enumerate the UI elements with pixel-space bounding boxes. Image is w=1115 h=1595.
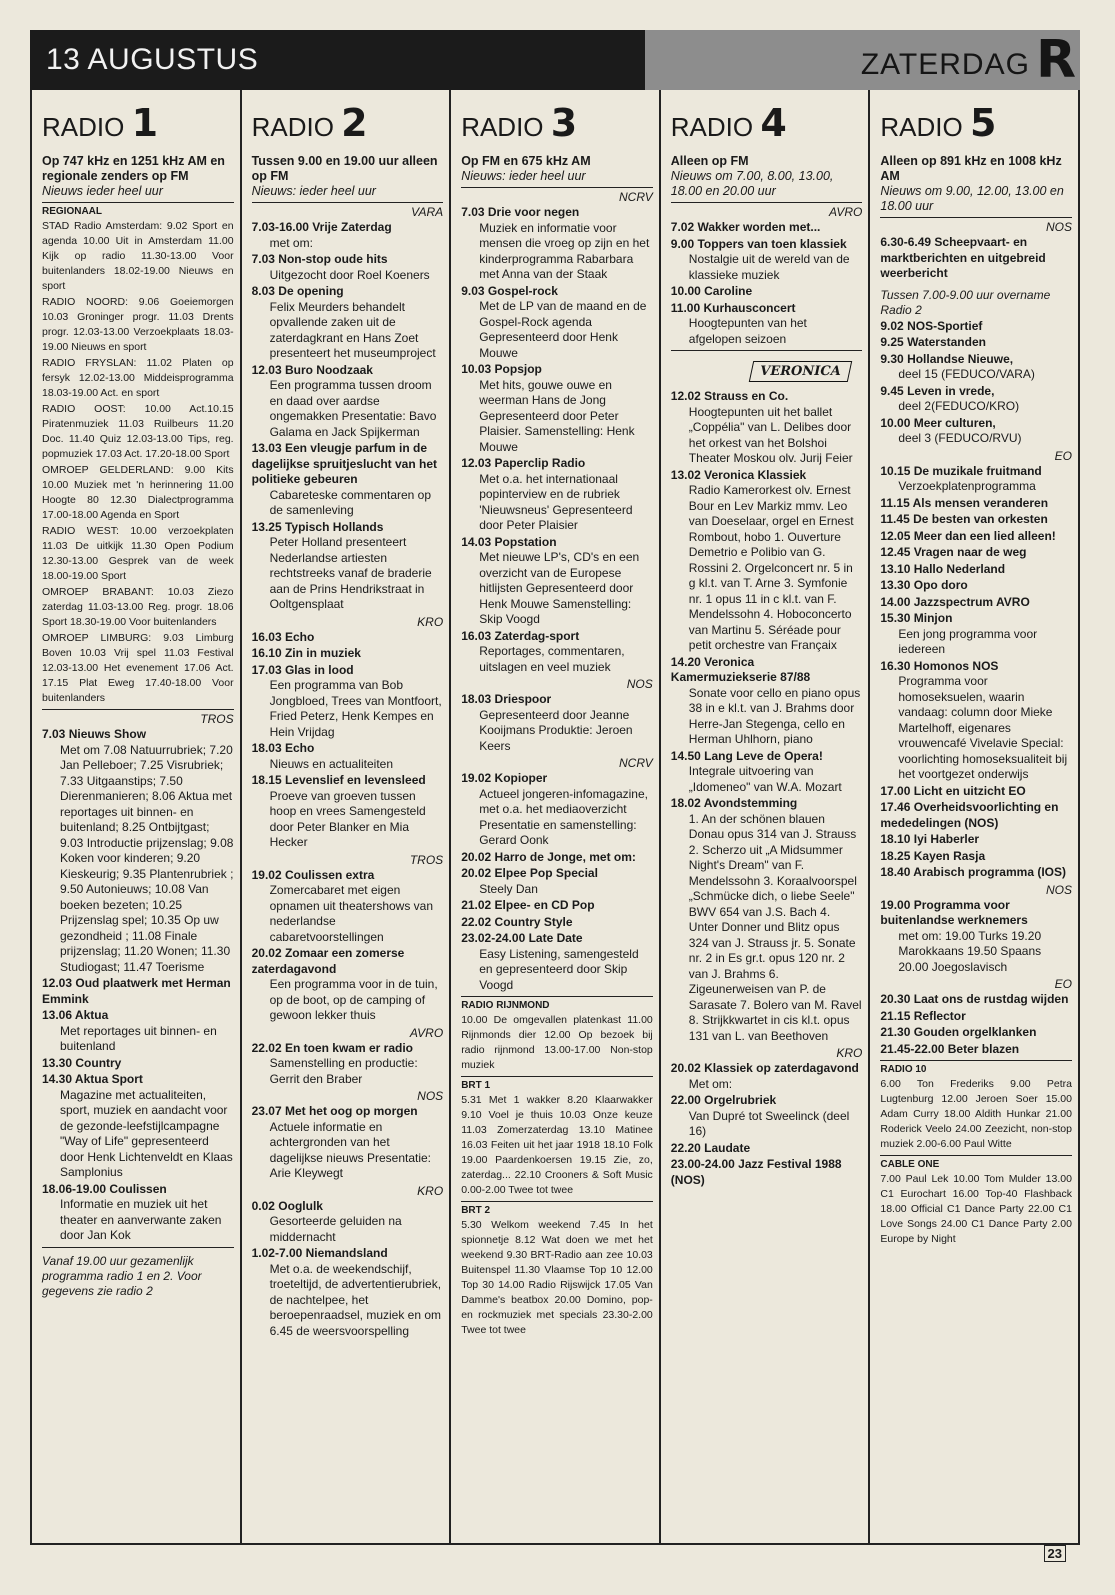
program-item <box>252 663 444 741</box>
section-heading: BRT 2 <box>461 1205 491 1216</box>
divider <box>252 202 444 203</box>
program-description: Gepresenteerd door Jeanne Kooijmans Produktie: Jeroen Keers <box>479 707 633 753</box>
program-title: 18.25 Kayen Rasja <box>880 848 986 863</box>
program-item <box>880 512 1072 528</box>
program-description: Programma voor homoseksuelen, waarin vandaag: column door Mieke Martelhoff, eigenares vrouwencafé Vivelavie Special: voorlichting homoseksualiteit bij het voortgezet onderwijs <box>898 674 1068 781</box>
program-description: Met nieuwe LP's, CD's en een overzicht van de Europese hitlijsten Gepresenteerd door Henk Mouwe Samenstelling: Skip Voogd <box>479 550 640 626</box>
program-description: Muziek en informatie voor mensen die vroeg op zijn en het kinderprogramma Rabarbara met Anna van der Staak <box>479 220 650 281</box>
divider <box>42 202 234 203</box>
program-title: 9.00 Toppers van toen klassiek <box>670 236 847 251</box>
program-title: 10.03 Popsjop <box>461 362 542 376</box>
program-description: Gesorteerde geluiden na middernacht <box>269 1214 402 1244</box>
program-description: Hoogtepunten uit het ballet „Coppélia" van L. Delibes door het orkest van het Bolshoi Theater Moskou olv. Jurij Feier <box>688 404 853 465</box>
station-label: RADIO <box>461 112 544 142</box>
program-item <box>461 866 653 897</box>
program-item <box>671 389 863 467</box>
program-description: Hoogtepunten van het afgelopen seizoen <box>688 316 807 346</box>
section-text: 7.00 Paul Lek 10.00 Tom Mulder 13.00 C1 Eurochart 16.00 Top-40 Flashback 18.00 Official C1 Dance Party 22.00 C1 Love Songs 24.00 C1 Dance Party 2.00 Europe by Night <box>880 1173 1072 1245</box>
program-item <box>252 252 444 283</box>
regional-entry: RADIO WEST: 10.00 verzoekplaten 11.03 De uitkijk 11.30 Open Podium 12.30-13.00 Gesprek van de week 18.00-19.00 Sport <box>42 525 234 582</box>
program-title: 20.02 Zomaar een zomerse zaterdagavond <box>251 946 405 976</box>
section-text: 10.00 De omgevallen platenkast 11.00 Rijnmonds dier 12.00 Op bezoek bij radio rijnmond 13.00-17.00 Non-stop muziek <box>461 1014 653 1071</box>
program-title: 22.00 Orgelrubriek <box>670 1093 777 1107</box>
program-item <box>880 800 1072 831</box>
program-item <box>42 1008 234 1055</box>
station-intro: Alleen op FM <box>670 154 749 168</box>
program-title: 14.30 Aktua Sport <box>42 1072 143 1086</box>
program-title: 1.02-7.00 Niemandsland <box>251 1246 388 1260</box>
station-number: 4 <box>760 101 787 145</box>
program-item <box>880 319 1072 335</box>
program-item <box>42 1056 234 1072</box>
program-item <box>880 335 1072 351</box>
program-description: Magazine met actualiteiten, sport, muziek en aandacht voor de gezonde-leefstijlcampagne "Way of Life" gepresenteerd door Henk Lichtenveldt en Klaas Samplonius <box>60 1087 233 1179</box>
broadcaster-label: NOS <box>1045 882 1072 897</box>
program-description: Een programma tussen droom en daad over aardse ongemakken Presentatie: Bavo Galama en Jack Spijkerman <box>269 378 437 439</box>
program-description: Easy Listening, samengesteld en gepresenteerd door Skip Voogd <box>479 946 639 992</box>
regional-entry: RADIO OOST: 10.00 Act.10.15 Piratenmuziek 11.03 Ruilbeurs 11.20 Doc. 11.40 Quiz 12.03-13.00 Tips, reg. popmuziek 17.03 Act. 17.20-18.00 Sport <box>42 403 234 460</box>
section-badge: R <box>1035 30 1076 90</box>
program-description: Uitgezocht door Roel Koeners <box>269 267 430 282</box>
program-item <box>252 1104 444 1182</box>
program-item <box>671 468 863 654</box>
news-note-text: Nieuws om 9.00, 12.00, 13.00 en 18.00 uur <box>880 184 1064 213</box>
program-item <box>252 773 444 851</box>
program-title: 14.03 Popstation <box>461 534 557 549</box>
program-item <box>880 992 1072 1008</box>
program-item <box>252 630 444 646</box>
program-item <box>252 220 444 251</box>
program-title: 10.00 Meer culturen, <box>880 415 996 430</box>
program-item <box>671 220 863 236</box>
program-item <box>461 362 653 455</box>
program-item <box>880 1025 1072 1041</box>
regional-entry: OMROEP LIMBURG: 9.03 Limburg Boven 10.03 Vrij spel 11.03 Festival 12.03-13.00 Het evenement 17.06 Act. 17.15 Plat Eweg 17.40-18.00 Voor buitenlanders <box>42 632 234 704</box>
program-item <box>252 520 444 613</box>
program-item <box>42 1182 234 1244</box>
program-item <box>880 865 1072 881</box>
program-description: Radio Kamerorkest olv. Ernest Bour en Lev Markiz mmv. Leo van Doeselaar, orgel en Ernest Rombout, hobo 1. Ouverture Demetrio e Polibio van G. Rossini 2. Orgelconcert nr. 5 in g kl.t. van T. Arne 3. Symfonie nr. 1 opus 11 in c kl.t. van F. Mendelssohn 4. Hoboconcerto van Martinu 5. Séréade pour petit orchestre van Françaix <box>688 483 854 652</box>
broadcaster-label: EO <box>1054 448 1072 463</box>
program-description: Samenstelling en productie: Gerrit den Braber <box>269 1056 418 1086</box>
program-title: 17.00 Licht en uitzicht EO <box>880 783 1026 798</box>
program-description: Met de LP van de maand en de Gospel-Rock agenda Gepresenteerd door Henk Mouwe <box>479 299 647 360</box>
program-item <box>880 562 1072 578</box>
station-title <box>880 101 1072 145</box>
program-description: met om: <box>269 235 313 250</box>
program-item <box>671 1061 863 1092</box>
program-item <box>461 205 653 283</box>
program-item <box>42 1072 234 1181</box>
program-item <box>671 237 863 284</box>
section-heading: RADIO 10 <box>880 1064 927 1075</box>
broadcaster-label: NOS <box>417 1089 444 1103</box>
program-title: 17.46 Overheidsvoorlichting en mededelingen (NOS) <box>880 800 1059 830</box>
broadcaster-label: NOS <box>1045 220 1072 234</box>
program-title: 16.03 Echo <box>251 629 315 644</box>
program-title: 13.06 Aktua <box>42 1008 109 1022</box>
divider <box>671 350 863 351</box>
program-item <box>880 464 1072 495</box>
station-title <box>461 101 653 145</box>
program-item <box>252 441 444 519</box>
broadcaster-label: NCRV <box>618 756 653 770</box>
program-title: 7.03 Nieuws Show <box>42 727 147 741</box>
program-title: 17.03 Glas in lood <box>251 662 354 677</box>
program-title: 12.02 Strauss en Co. <box>670 389 789 403</box>
overname-note: Tussen 7.00-9.00 uur overname Radio 2 <box>880 287 1051 317</box>
divider <box>42 709 234 710</box>
program-title: 13.03 Een vleugje parfum in de dagelijkse spruitjeslucht van het politieke gebeuren <box>251 441 437 486</box>
program-title: 12.45 Vragen naar de weg <box>880 545 1027 559</box>
broadcaster-label: KRO <box>417 1183 444 1198</box>
regional-entry: STAD Radio Amsterdam: 9.02 Sport en agenda 10.00 Uit in Amsterdam 11.00 Kijk op radio 11.30-13.00 Voor buitenlanders 18.02-19.00 Nieuws en sport <box>42 220 234 292</box>
program-description: Sonate voor cello en piano opus 38 in e kl.t. van J. Brahms door Herre-Jan Stegenga, cello en Herman Uhlhorn, piano <box>688 685 861 746</box>
section-heading: BRT 1 <box>461 1080 491 1091</box>
program-item <box>252 1041 444 1088</box>
program-title: 12.03 Buro Noodzaak <box>251 362 373 377</box>
program-item <box>880 545 1072 561</box>
program-title: 22.20 Laudate <box>670 1140 751 1155</box>
broadcaster-label: KRO <box>417 614 444 629</box>
station-label: RADIO <box>251 112 334 142</box>
station-label: RADIO <box>880 112 963 142</box>
program-description: Een jong programma voor iedereen <box>898 626 1038 656</box>
program-item <box>671 284 863 300</box>
program-title: 20.02 Elpee Pop Special <box>461 866 598 880</box>
program-title: 18.03 Echo <box>251 741 315 755</box>
program-description: deel 3 (FEDUCO/RVU) <box>898 431 1022 445</box>
program-description: Met om: <box>688 1076 733 1091</box>
program-title: 23.00-24.00 Jazz Festival 1988 (NOS) <box>670 1157 842 1187</box>
program-title: 13.10 Hallo Nederland <box>880 561 1006 576</box>
program-title: 9.25 Waterstanden <box>880 335 986 349</box>
broadcaster-label: NOS <box>626 677 653 691</box>
program-item <box>671 1141 863 1157</box>
broadcaster-label: AVRO <box>829 205 863 219</box>
station-number: 3 <box>550 101 578 145</box>
program-item <box>880 832 1072 848</box>
program-item <box>880 496 1072 512</box>
regional-heading: REGIONAAL <box>42 206 102 217</box>
program-item <box>461 692 653 754</box>
station-number: 1 <box>131 101 159 145</box>
divider <box>42 1247 234 1248</box>
tv-guide-page <box>30 30 1080 1570</box>
program-title: 7.03 Non-stop oude hits <box>251 252 388 266</box>
broadcaster-label: VARA <box>411 205 444 219</box>
program-item <box>671 1157 863 1188</box>
program-item <box>880 416 1072 447</box>
program-title: 16.30 Homonos NOS <box>880 658 999 673</box>
program-item <box>671 655 863 748</box>
divider <box>461 1076 653 1077</box>
program-title: 21.15 Reflector <box>880 1008 966 1023</box>
program-title: 0.02 Ooglulk <box>251 1198 323 1213</box>
news-note-text: Nieuws: ieder heel uur <box>461 169 586 183</box>
program-title: 20.02 Harro de Jonge, met om: <box>461 849 636 864</box>
news-note-text: Nieuws ieder heel uur <box>42 184 163 198</box>
program-item <box>42 727 234 975</box>
program-title: 14.00 Jazzspectrum AVRO <box>880 594 1030 609</box>
program-title: 12.05 Meer dan een lied alleen! <box>880 528 1056 543</box>
veronica-logo: VERONICA <box>749 361 852 382</box>
program-title: 8.03 De opening <box>251 284 344 298</box>
page-header <box>30 30 1080 90</box>
program-item <box>880 849 1072 865</box>
program-description: Actuele informatie en achtergronden van het dagelijkse nieuws Presentatie: Arie Kleywegt <box>269 1119 432 1180</box>
station-label: RADIO <box>670 112 754 142</box>
divider <box>461 996 653 997</box>
program-title: 14.20 Veronica Kamermuziekserie 87/88 <box>670 654 811 684</box>
program-description: Steely Dan <box>479 881 538 896</box>
program-title: 7.02 Wakker worden met... <box>670 220 821 234</box>
divider <box>671 202 863 203</box>
program-title: 11.00 Kurhausconcert <box>670 300 796 315</box>
program-title: 12.03 Paperclip Radio <box>461 456 586 470</box>
program-item <box>252 363 444 441</box>
section-heading: CABLE ONE <box>880 1159 940 1170</box>
program-title: 18.40 Arabisch programma (IOS) <box>880 865 1066 879</box>
program-item <box>880 784 1072 800</box>
broadcaster-label: EO <box>1054 977 1072 991</box>
program-title: 16.03 Zaterdag-sport <box>461 628 580 643</box>
program-title: 13.02 Veronica Klassiek <box>670 467 807 482</box>
program-title: 20.30 Laat ons de rustdag wijden <box>880 992 1069 1006</box>
program-item <box>671 749 863 796</box>
news-note-text: Nieuws om 7.00, 8.00, 13.00, 18.00 en 20.00 uur <box>670 169 834 198</box>
program-title: 11.45 De besten van orkesten <box>880 512 1048 526</box>
program-item <box>461 931 653 993</box>
page-number: 23 <box>1044 1545 1066 1562</box>
program-title: 9.45 Leven in vrede, <box>880 383 995 398</box>
program-description: Met reportages uit binnen- en buitenland <box>60 1023 217 1053</box>
column-radio-5 <box>870 90 1080 1543</box>
program-item <box>461 898 653 914</box>
program-description: Zomercabaret met eigen opnamen uit theatershows van nederlandse cabaretvoorstellingen <box>269 883 434 944</box>
regional-entry: OMROEP BRABANT: 10.03 Ziezo zaterdag 11.03-13.00 Reg. progr. 18.06 Sport 18.30-19.00 Voor buitenlanders <box>42 586 234 628</box>
column-radio-1 <box>32 90 242 1543</box>
program-title: 6.30-6.49 Scheepvaart- en marktberichten en uitgebreid weerbericht <box>880 235 1046 280</box>
program-description: Met o.a. het internationaal popinterview en de rubriek 'Nieuwsneus' Gepresenteerd door Peter Plaisier <box>479 471 633 532</box>
program-item <box>252 1199 444 1246</box>
station-news-note <box>671 169 863 199</box>
divider <box>880 1060 1072 1061</box>
program-title: 14.50 Lang Leve de Opera! <box>670 748 823 763</box>
program-description: Integrale uitvoering van „Idomeneo" van W.A. Mozart <box>688 764 842 794</box>
section-text: 5.30 Welkom weekend 7.45 In het spionnetje 8.12 Wat doen we met het weekend 9.30 BRT-Radio aan zee 10.03 Buitenspel 11.30 Vlaamse Top 10 12.00 Top 30 14.00 Radio Rijswijck 17.05 Van Damme's beatbox 20.00 Domino, pop- en rockmuziek met specials 23.30-2.00 Twee tot twee <box>461 1219 653 1336</box>
program-item <box>252 946 444 1024</box>
regional-entry: RADIO NOORD: 9.06 Goeiemorgen 10.03 Groninger progr. 11.03 Drents progr. 12.03-13.00 Verzoekplaats 18.03-19.00 Nieuws en sport <box>42 296 234 353</box>
program-title: 13.30 Country <box>42 1055 122 1070</box>
program-title: 9.02 NOS-Sportief <box>880 318 983 333</box>
program-title: 9.03 Gospel-rock <box>461 283 558 298</box>
program-description: Een programma voor in de tuin, op de boot, op de camping of gewoon lekker thuis <box>269 977 438 1022</box>
program-item <box>461 850 653 866</box>
program-title: 18.15 Levenslief en levensleed <box>251 773 426 787</box>
program-item <box>252 741 444 772</box>
program-title: 21.02 Elpee- en CD Pop <box>461 898 595 912</box>
broadcaster-label: NCRV <box>618 190 653 204</box>
program-item <box>880 611 1072 658</box>
section-text: 5.31 Met 1 wakker 8.20 Klaarwakker 9.10 Voel je thuis 10.03 Onze keuze 11.03 Zomerzaterdag 13.10 Matinee 16.03 Feiten uit het jaar 1918 18.10 Folk 19.00 Paardenkoersen 19.15 Zie, zo, zaterdag... 22.10 Crooners & Soft Music 0.00-2.00 Twee tot twee <box>461 1094 653 1196</box>
station-intro: Alleen op 891 kHz en 1008 kHz AM <box>880 154 1062 183</box>
program-description: Reportages, commentaren, uitslagen en veel muziek <box>479 644 625 674</box>
station-label: RADIO <box>42 112 125 142</box>
broadcaster-label: TROS <box>409 852 444 867</box>
program-title: 20.02 Klassiek op zaterdagavond <box>670 1061 859 1075</box>
regional-entry: OMROEP GELDERLAND: 9.00 Kits 10.00 Muziek met 'n herinnering 11.00 Hoogte 80 12.30 Dialectprogramma 17.00-18.00 Agenda en Sport <box>42 464 234 521</box>
program-title: 15.30 Minjon <box>880 611 953 625</box>
program-description: Felix Meurders behandelt opvallende zaken uit de zaterdagkrant en Hans Zoet presenteert het museumproject <box>269 299 436 360</box>
program-item <box>880 529 1072 545</box>
program-item <box>252 1246 444 1339</box>
program-item <box>671 1093 863 1140</box>
program-description: Verzoekplatenprogramma <box>898 479 1036 493</box>
broadcaster-label: TROS <box>200 712 234 726</box>
program-title: 7.03-16.00 Vrije Zaterdag <box>251 220 392 234</box>
program-item <box>880 898 1072 976</box>
station-intro: Op FM en 675 kHz AM <box>461 154 591 168</box>
broadcaster-label: KRO <box>836 1046 863 1060</box>
program-title: 13.30 Opo doro <box>880 578 968 592</box>
program-description: Cabareteske commentaren op de samenleving <box>269 487 432 517</box>
program-description: met om: 19.00 Turks 19.20 Marokkaans 19.50 Spaans 20.00 Joegoslavisch <box>898 928 1042 974</box>
program-description: Informatie en muziek uit het theater en aanverwante zaken door Jan Kok <box>60 1197 222 1242</box>
column-radio-4 <box>661 90 871 1543</box>
divider <box>461 187 653 188</box>
program-title: 19.02 Coulissen extra <box>251 867 375 882</box>
day-label: ZATERDAG <box>860 48 1030 81</box>
program-description: Van Dupré tot Sweelinck (deel 16) <box>688 1108 850 1138</box>
columns <box>30 90 1080 1545</box>
program-item <box>880 1009 1072 1025</box>
program-item <box>880 659 1072 783</box>
station-title <box>670 101 863 145</box>
column-footnote: Vanaf 19.00 uur gezamenlijk programma radio 1 en 2. Voor gegevens zie radio 2 <box>42 1253 202 1298</box>
station-title <box>42 101 234 145</box>
program-title: 21.45-22.00 Beter blazen <box>880 1041 1020 1056</box>
program-description: Met om 7.08 Natuurrubriek; 7.20 Jan Pelleboer; 7.25 Visrubriek; 7.33 Uitgaanstips; 7.50 Dierenmanieren; 8.06 Aktua met reportages uit binnen- en buitenland; 8.25 Ontbijtgast; 9.03 Introductie prijzenslag; 9.08 Koken voor kinderen; 9.20 Kieskeurig; 9.35 Plantenrubriek ; 9.50 Autonieuws; 10.08 Van boeken bezeten; 10.25 Prijzenslag spel; 10.35 Op uw gezondheid ; 11.08 Finale prijzenslag; 11.20 Wonen; 11.30 Studiogast; 11.47 Toerisme <box>60 742 234 974</box>
station-intro: Op 747 kHz en 1251 kHz AM en regionale zenders op FM <box>42 154 225 183</box>
program-item <box>461 284 653 362</box>
program-title: 7.03 Drie voor negen <box>461 205 580 219</box>
program-description: Nieuws en actualiteiten <box>269 756 393 771</box>
program-title: 16.10 Zin in muziek <box>251 646 361 660</box>
program-title: 12.03 Oud plaatwerk met Herman Emmink <box>42 976 231 1006</box>
program-item <box>461 535 653 628</box>
program-description: Nostalgie uit de wereld van de klassieke muziek <box>688 252 850 282</box>
program-item <box>252 646 444 662</box>
program-title: 9.30 Hollandse Nieuwe, <box>880 351 1014 366</box>
station-title <box>251 101 444 145</box>
program-item <box>252 868 444 946</box>
program-item <box>880 595 1072 611</box>
program-item <box>880 1042 1072 1058</box>
program-title: 22.02 En toen kwam er radio <box>251 1040 413 1055</box>
station-news-note <box>461 169 653 184</box>
program-item <box>671 796 863 1044</box>
program-title: 23.07 Met het oog op morgen <box>251 1104 418 1118</box>
section-text: 6.00 Ton Frederiks 9.00 Petra Lugtenburg 12.00 Jeroen Soer 15.00 Adam Curry 18.00 Aldith Hunkar 21.00 Roderick Veelo 24.00 Zeezicht, non-stop muziek 2.00-6.00 Paul Witte <box>880 1078 1072 1150</box>
regional-entry: RADIO FRYSLAN: 11.02 Platen op fersyk 12.02-13.00 Middeisprogramma 18.03-19.00 Act. en sport <box>42 357 234 399</box>
program-description: Een programma van Bob Jongbloed, Trees van Montfoort, Fried Peterz, Henk Kempes en Hein Vrijdag <box>269 678 442 739</box>
program-title: 22.02 Country Style <box>461 914 573 929</box>
program-title: 19.00 Programma voor buitenlandse werknemers <box>880 897 1028 927</box>
divider <box>880 1155 1072 1156</box>
day-bar <box>645 30 1080 90</box>
program-item <box>252 284 444 362</box>
station-number: 5 <box>969 101 997 145</box>
program-description: Met o.a. de weekendschijf, troeteltijd, de advertentierubriek, de nachtelpee, het beroepenraadsel, muziek en om 6.45 de weersvoorspelling <box>269 1261 442 1338</box>
program-title: 23.02-24.00 Late Date <box>461 931 583 945</box>
divider <box>880 217 1072 218</box>
program-item <box>880 352 1072 383</box>
program-title: 19.02 Kopioper <box>461 771 548 785</box>
divider <box>461 1201 653 1202</box>
program-title: 11.15 Als mensen veranderen <box>880 495 1049 510</box>
broadcaster-label: AVRO <box>409 1025 444 1040</box>
program-title: 18.10 Iyi Haberler <box>880 832 980 846</box>
station-news-note <box>880 184 1072 214</box>
program-description: deel 15 (FEDUCO/VARA) <box>898 367 1035 381</box>
program-title: 18.03 Driespoor <box>461 692 552 706</box>
station-news-note <box>252 184 444 199</box>
program-item <box>671 301 863 348</box>
date-label: 13 AUGUSTUS <box>30 30 645 90</box>
program-description: Proeve van groeven tussen hoop en vrees Samengesteld door Peter Blanker en Mia Hecker <box>269 788 426 849</box>
program-title: 10.15 De muzikale fruitmand <box>880 463 1042 478</box>
program-title: 10.00 Caroline <box>670 284 753 298</box>
program-title: 13.25 Typisch Hollands <box>251 519 384 534</box>
program-description: deel 2(FEDUCO/KRO) <box>898 399 1020 413</box>
program-item <box>461 771 653 849</box>
news-note-text: Nieuws: ieder heel uur <box>251 184 376 198</box>
program-description: Peter Holland presenteert Nederlandse artiesten rechtstreeks vanaf de braderie aan de Prins Hendrikstraat in Ooltgensplaat <box>269 535 432 611</box>
program-item <box>461 456 653 534</box>
program-title: 18.06-19.00 Coulissen <box>42 1181 167 1196</box>
program-item <box>880 235 1072 282</box>
program-title: 18.02 Avondstemming <box>670 796 798 810</box>
program-item <box>42 976 234 1007</box>
program-item <box>880 384 1072 415</box>
section-heading: RADIO RIJNMOND <box>461 1000 550 1011</box>
station-number: 2 <box>341 101 368 145</box>
program-item <box>461 915 653 931</box>
program-description: Met hits, gouwe ouwe en weerman Hans de Jong Gepresenteerd door Peter Plaisier. Samenstelling: Henk Mouwe <box>479 377 635 454</box>
station-intro: Tussen 9.00 en 19.00 uur alleen op FM <box>251 154 438 183</box>
station-news-note <box>42 184 234 199</box>
program-item <box>880 578 1072 594</box>
program-item <box>461 629 653 676</box>
program-title: 21.30 Gouden orgelklanken <box>880 1025 1037 1039</box>
column-radio-2 <box>242 90 452 1543</box>
program-description: Actueel jongeren-infomagazine, met o.a. het mediaoverzicht Presentatie en samenstelling: Gerard Oonk <box>479 786 648 847</box>
program-description: 1. An der schönen blauen Donau opus 314 van J. Strauss 2. Scherzo uit „A Midsummer Night's Dream" van F. Mendelssohn 3. Koraalvoorspel „Schmücke dich, o liebe Seele" BWV 654 van J.S. Bach 4. Unter Donner und Blitz opus 324 van J. Strauss jr. 5. Sonate nr. 2 in Es gr.t. opus 120 nr. 2 van J. Brahms 6. Zigeunerweisen van P. de Sarasate 7. Bolero van M. Ravel 8. Strijkkwartet in cis kl.t. opus 131 van L. van Beethoven <box>688 811 862 1043</box>
column-radio-3 <box>451 90 661 1543</box>
